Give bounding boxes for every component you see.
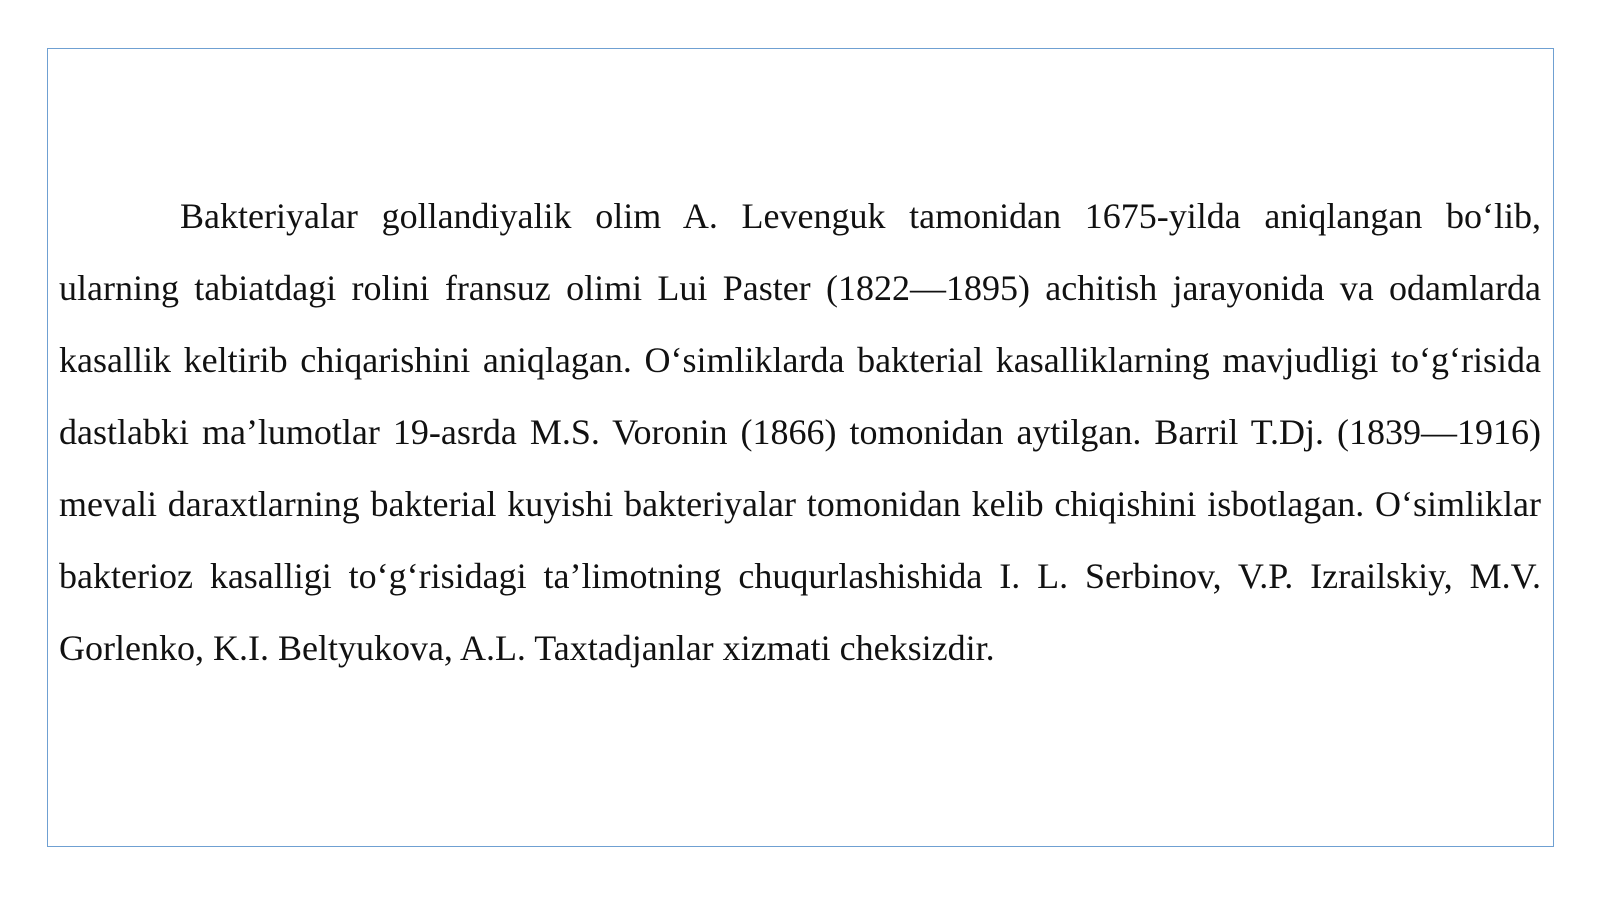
- slide-paragraph: Bakteriyalar gollandiyalik olim A. Levenguk tamonidan 1675-yilda aniqlangan bo‘lib, ularning tabiatdagi rolini fransuz olimi Lui Paster (1822—1895) achitish jarayonida va odamlarda kasallik keltirib chiqarishini aniqlagan. O‘simliklarda bakterial kasalliklarning mavjudligi to‘g‘risida dastlabki ma’lumotlar 19-asrda M.S. Voronin (1866) tomonidan aytilgan. Barril T.Dj. (1839—1916) mevali daraxtlarning bakterial kuyishi bakteriyalar tomonidan kelib chiqishini isbotlagan. O‘simliklar bakterioz kasalligi to‘g‘risidagi ta’limotning chuqurlashishida I. L. Serbinov, V.P. Izrailskiy, M.V. Gorlenko, K.I. Beltyukova, A.L. Taxtadjanlar xizmati cheksizdir.: [59, 196, 1541, 668]
